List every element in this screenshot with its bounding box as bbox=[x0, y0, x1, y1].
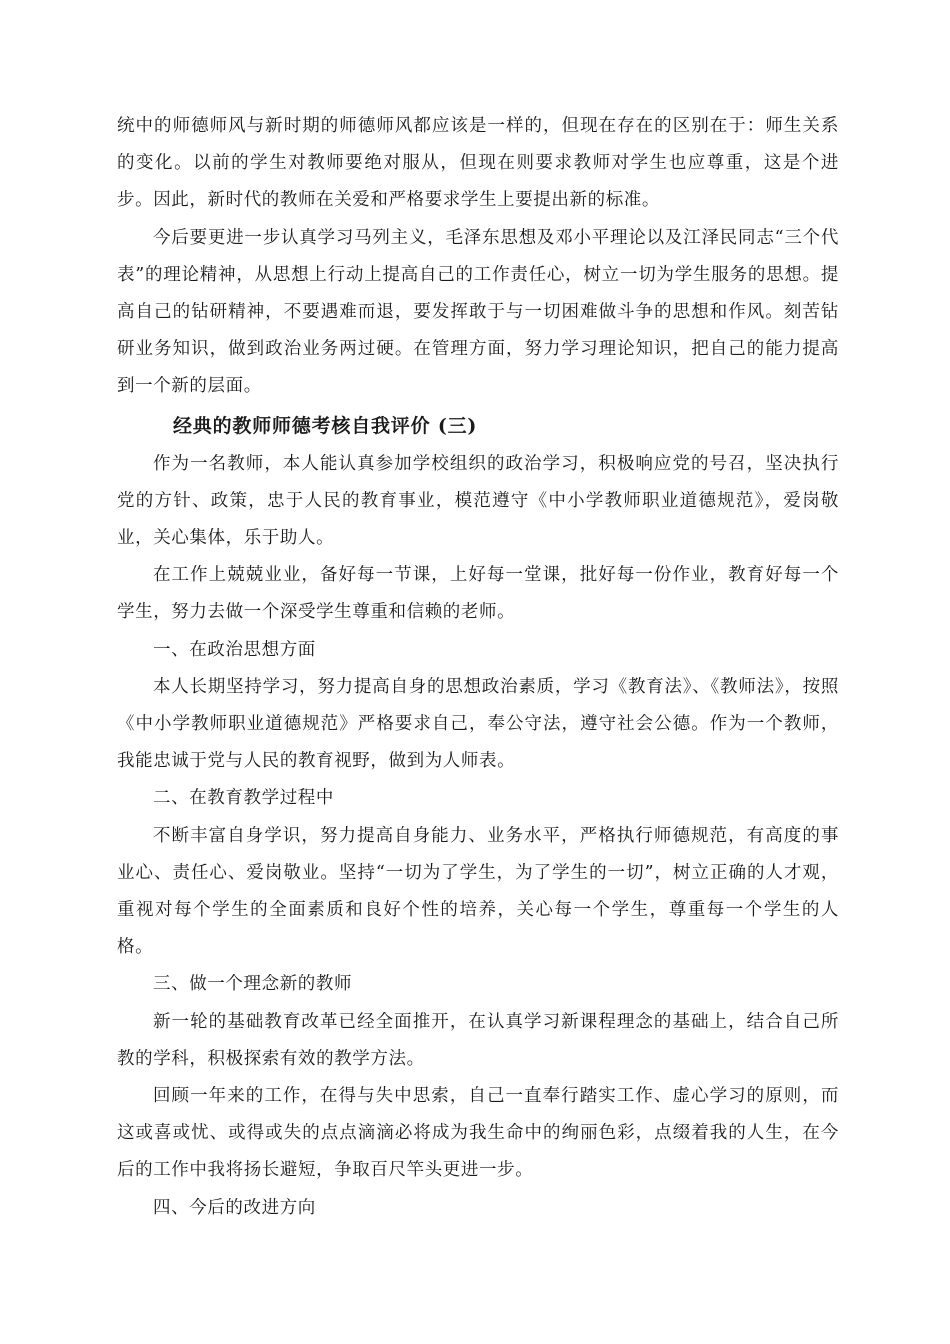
subsection-heading: 一、在政治思想方面 bbox=[153, 639, 316, 660]
paragraph: 在工作上兢兢业业，备好每一节课，上好每一堂课，批好每一份作业，教育好每一个学生，努力去做一个深受学生尊重和信赖的老师。 bbox=[117, 565, 839, 623]
paragraph: 统中的师德师风与新时期的师德师风都应该是一样的，但现在存在的区别在于：师生关系的变化。以前的学生对教师要绝对服从，但现在则要求教师对学生也应尊重，这是个进步。因此，新时代的教师在关爱和严格要求学生上要提出新的标准。 bbox=[117, 116, 839, 211]
subsection-heading: 四、今后的改进方向 bbox=[153, 1197, 316, 1218]
paragraph: 不断丰富自身学识，努力提高自身能力、业务水平，严格执行师德规范，有高度的事业心、责任心、爱岗敬业。坚持“一切为了学生，为了学生的一切”，树立正确的人才观，重视对每个学生的全面素质和良好个性的培养，关心每一个学生，尊重每一个学生的人格。 bbox=[117, 825, 839, 958]
document-body bbox=[117, 108, 839, 1227]
paragraph: 回顾一年来的工作，在得与失中思索，自己一直奉行踏实工作、虚心学习的原则，而这或喜或忧、或得或失的点点滴滴必将成为我生命中的绚丽色彩，点缀着我的人生，在今后的工作中我将扬长避短，争取百尺竿头更进一步。 bbox=[117, 1086, 839, 1181]
subsection-heading: 三、做一个理念新的教师 bbox=[153, 974, 353, 995]
paragraph: 本人长期坚持学习，努力提高自身的思想政治素质，学习《教育法》、《教师法》，按照《中小学教师职业道德规范》严格要求自己，奉公守法，遵守社会公德。作为一个教师，我能忠诚于党与人民的教育视野，做到为人师表。 bbox=[117, 676, 839, 772]
paragraph: 新一轮的基础教育改革已经全面推开，在认真学习新课程理念的基础上，结合自己所教的学科，积极探索有效的教学方法。 bbox=[117, 1011, 839, 1069]
section-title: 经典的教师师德考核自我评价 (三) bbox=[173, 414, 478, 437]
paragraph: 作为一名教师，本人能认真参加学校组织的政治学习，积极响应党的号召，坚决执行党的方针、政策，忠于人民的教育事业，模范遵守《中小学教师职业道德规范》，爱岗敬业，关心集体，乐于助人。 bbox=[117, 453, 839, 549]
paragraph: 今后要更进一步认真学习马列主义，毛泽东思想及邓小平理论以及江泽民同志“三个代表”的理论精神，从思想上行动上提高自己的工作责任心，树立一切为学生服务的思想。提高自己的钻研精神，不要遇难而退，要发挥敢于与一切困难做斗争的思想和作风。刻苦钻研业务知识，做到政治业务两过硬。在管理方面，努力学习理论知识，把自己的能力提高到一个新的层面。 bbox=[117, 227, 839, 397]
subsection-heading: 二、在教育教学过程中 bbox=[153, 788, 334, 809]
